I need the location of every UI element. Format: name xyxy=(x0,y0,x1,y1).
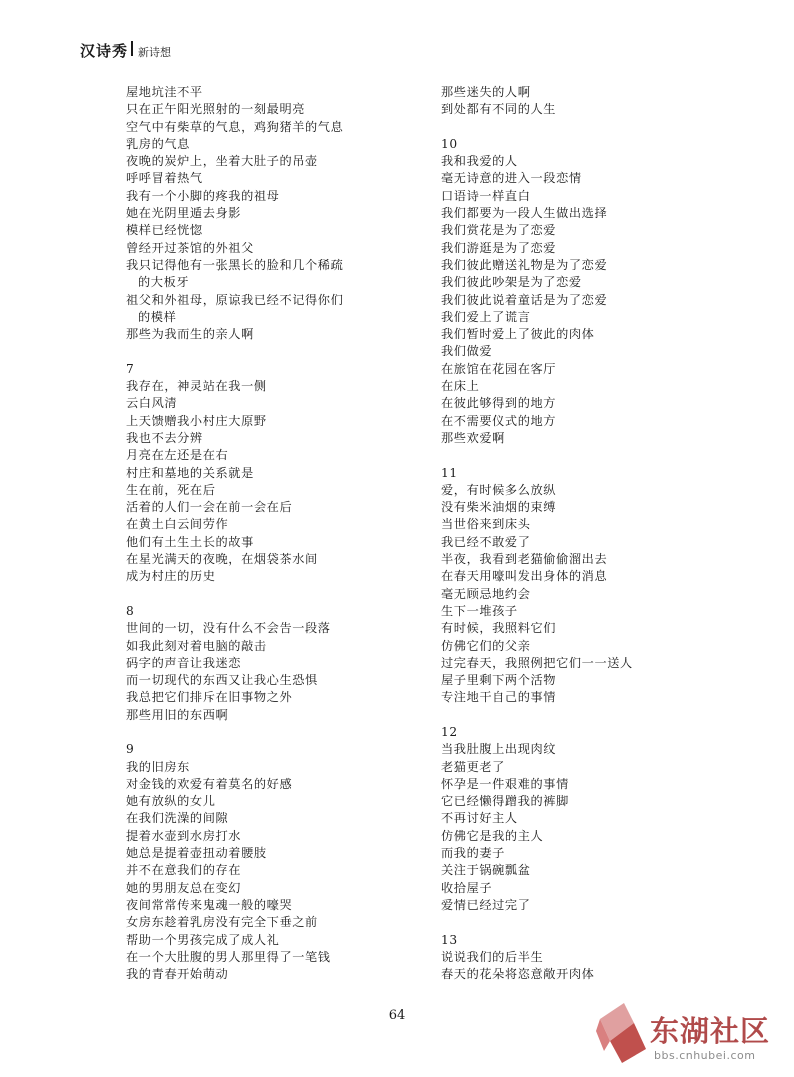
poem-line: 仿佛它是我的主人 xyxy=(441,828,544,843)
poem-line: 我们彼此赠送礼物是为了恋爱 xyxy=(441,257,608,272)
poem-line: 屋子里剩下两个活物 xyxy=(441,673,557,688)
poem-line: 我的青春开始萌动 xyxy=(126,967,229,982)
poem-line: 在春天用嚎叫发出身体的消息 xyxy=(441,569,608,584)
poem-line: 提着水壶到水房打水 xyxy=(126,828,242,843)
poem-line: 屋地坑洼不平 xyxy=(126,85,203,99)
header-author: 汉诗秀 xyxy=(80,42,129,60)
header-divider xyxy=(131,41,133,56)
poem-line: 只在正午阳光照射的一刻最明亮 xyxy=(126,102,306,117)
poem-line: 我和我爱的人 xyxy=(441,154,518,169)
poem-line: 收拾屋子 xyxy=(441,880,493,895)
poem-line: 半夜，我看到老猫偷偷溜出去 xyxy=(441,552,608,567)
poem-line: 她在光阴里遁去身影 xyxy=(126,206,242,221)
stanza-gap xyxy=(441,119,691,136)
poem-line: 我们游逛是为了恋爱 xyxy=(441,240,557,255)
poem-line: 夜间常常传来鬼魂一般的嚎哭 xyxy=(126,897,293,912)
section-number: 11 xyxy=(441,465,458,480)
poem-line: 在床上 xyxy=(441,379,480,394)
poem-line: 那些用旧的东西啊 xyxy=(126,707,229,722)
poem-line: 上天馈赠我小村庄大原野 xyxy=(126,413,267,428)
poem-line: 我只记得他有一张黑长的脸和几个稀疏 xyxy=(126,257,344,272)
poem-line: 在我们洗澡的间隙 xyxy=(126,811,229,826)
section-number: 7 xyxy=(126,361,135,376)
poem-line: 呼呼冒着热气 xyxy=(126,171,203,186)
poem-line: 怀孕是一件艰难的事情 xyxy=(441,776,569,791)
poem-line: 乳房的气息 xyxy=(126,136,190,151)
watermark-logo-icon xyxy=(594,1001,654,1067)
poem-line: 过完春天，我照例把它们一一送人 xyxy=(441,655,633,670)
watermark-title: 东湖社区 xyxy=(650,1014,771,1048)
watermark xyxy=(594,1001,784,1071)
poem-line: 我们赏花是为了恋爱 xyxy=(441,223,557,238)
poem-line: 生在前，死在后 xyxy=(126,482,216,497)
poem-line: 并不在意我们的存在 xyxy=(126,863,242,878)
poem-line: 我总把它们排斥在旧事物之外 xyxy=(126,690,293,705)
section-number: 13 xyxy=(441,932,458,947)
poem-line: 说说我们的后半生 xyxy=(441,949,544,964)
poem-line: 专注地干自己的事情 xyxy=(441,690,557,705)
poem-line: 我们做爱 xyxy=(441,344,493,359)
header-section: 新诗想 xyxy=(138,46,172,59)
stanza-gap xyxy=(441,707,691,724)
poem-line: 我们爱上了谎言 xyxy=(441,309,531,324)
section-number: 12 xyxy=(441,724,458,739)
poem-line: 对金钱的欢爱有着莫名的好感 xyxy=(126,776,293,791)
poem-line: 他们有土生土长的故事 xyxy=(126,534,254,549)
poem-line: 那些迷失的人啊 xyxy=(441,85,531,99)
stanza-gap xyxy=(126,724,370,741)
poem-line: 我也不去分辨 xyxy=(126,430,203,445)
stanza-gap xyxy=(126,586,370,603)
poem-line: 女房东趁着乳房没有完全下垂之前 xyxy=(126,915,318,930)
poem-line: 村庄和墓地的关系就是 xyxy=(126,465,254,480)
poem-line: 在彼此够得到的地方 xyxy=(441,396,557,411)
poem-line: 她有放纵的女儿 xyxy=(126,794,216,809)
poem-line: 曾经开过茶馆的外祖父 xyxy=(126,240,254,255)
stanza-gap xyxy=(126,343,370,360)
poem-line: 活着的人们一会在前一会在后 xyxy=(126,500,293,515)
poem-line: 口语诗一样直白 xyxy=(441,188,531,203)
poem-line: 老猫更老了 xyxy=(441,759,505,774)
poem-line: 关注于锅碗瓢盆 xyxy=(441,863,531,878)
stanza-gap xyxy=(441,447,691,464)
poem-line: 在不需要仪式的地方 xyxy=(441,413,557,428)
poem-line: 仿佛它们的父亲 xyxy=(441,638,531,653)
poem-line: 毫无诗意的进入一段恋情 xyxy=(441,171,582,186)
poem-line: 爱，有时候多么放纵 xyxy=(441,482,557,497)
poem-line: 夜晚的炭炉上，坐着大肚子的吊壶 xyxy=(126,154,318,169)
poem-line: 春天的花朵将恣意敞开肉体 xyxy=(441,967,595,982)
poem-line: 空气中有柴草的气息，鸡狗猪羊的气息 xyxy=(126,119,344,134)
poem-line: 我们暂时爱上了彼此的肉体 xyxy=(441,327,595,342)
section-number: 8 xyxy=(126,603,135,618)
poem-line: 模样已经恍惚 xyxy=(126,223,203,238)
poem-line: 帮助一个男孩完成了成人礼 xyxy=(126,932,280,947)
poem-line: 我们彼此吵架是为了恋爱 xyxy=(441,275,582,290)
poem-line: 如我此刻对着电脑的敲击 xyxy=(126,638,267,653)
poem-line: 那些欢爱啊 xyxy=(441,430,505,445)
poem-line: 月亮在左还是在右 xyxy=(126,448,229,463)
poem-line: 而一切现代的东西又让我心生恐惧 xyxy=(126,673,318,688)
poem-line: 我的旧房东 xyxy=(126,759,190,774)
poem-line: 她总是提着壶扭动着腰肢 xyxy=(126,846,267,861)
section-number: 10 xyxy=(441,136,458,151)
poem-line: 到处都有不同的人生 xyxy=(441,102,557,117)
poem-line: 的大板牙 xyxy=(138,275,190,290)
poem-line: 没有柴米油烟的束缚 xyxy=(441,500,557,515)
poem-line: 世间的一切，没有什么不会告一段落 xyxy=(126,621,331,636)
poem-line: 那些为我而生的亲人啊 xyxy=(126,327,254,342)
poem-line: 不再讨好主人 xyxy=(441,811,518,826)
poem-line: 我存在，神灵站在我一侧 xyxy=(126,379,267,394)
poem-line: 的模样 xyxy=(138,309,177,324)
poem-line: 在旅馆在花园在客厅 xyxy=(441,361,557,376)
poem-line: 我有一个小脚的疼我的祖母 xyxy=(126,188,280,203)
poem-line: 当世俗来到床头 xyxy=(441,517,531,532)
poem-line: 有时候，我照料它们 xyxy=(441,621,557,636)
poem-line: 码字的声音让我迷恋 xyxy=(126,655,242,670)
poem-line: 当我肚腹上出现肉纹 xyxy=(441,742,557,757)
poem-line: 在黄土白云间劳作 xyxy=(126,517,229,532)
poem-line: 毫无顾忌地约会 xyxy=(441,586,531,601)
section-number: 9 xyxy=(126,742,135,757)
page-number: 64 xyxy=(388,1008,406,1023)
left-text-column xyxy=(126,84,370,983)
poem-line: 云白风清 xyxy=(126,396,178,411)
running-header xyxy=(80,40,171,61)
poem-line: 我们都要为一段人生做出选择 xyxy=(441,206,608,221)
poem-line: 在星光满天的夜晚，在烟袋茶水间 xyxy=(126,552,318,567)
poem-line: 它已经懒得蹭我的裤脚 xyxy=(441,794,569,809)
poem-line: 在一个大肚腹的男人那里得了一笔钱 xyxy=(126,949,331,964)
poem-line: 而我的妻子 xyxy=(441,846,505,861)
watermark-url: bbs.cnhubei.com xyxy=(654,1049,756,1062)
poem-line: 成为村庄的历史 xyxy=(126,569,216,584)
poem-line: 爱情已经过完了 xyxy=(441,897,531,912)
poem-line: 生下一堆孩子 xyxy=(441,603,518,618)
poem-line: 祖父和外祖母，原谅我已经不记得你们 xyxy=(126,292,344,307)
poem-line: 我们彼此说着童话是为了恋爱 xyxy=(441,292,608,307)
poem-line: 她的男朋友总在变幻 xyxy=(126,880,242,895)
stanza-gap xyxy=(441,914,691,931)
right-text-column xyxy=(441,84,691,983)
poem-line: 我已经不敢爱了 xyxy=(441,534,531,549)
